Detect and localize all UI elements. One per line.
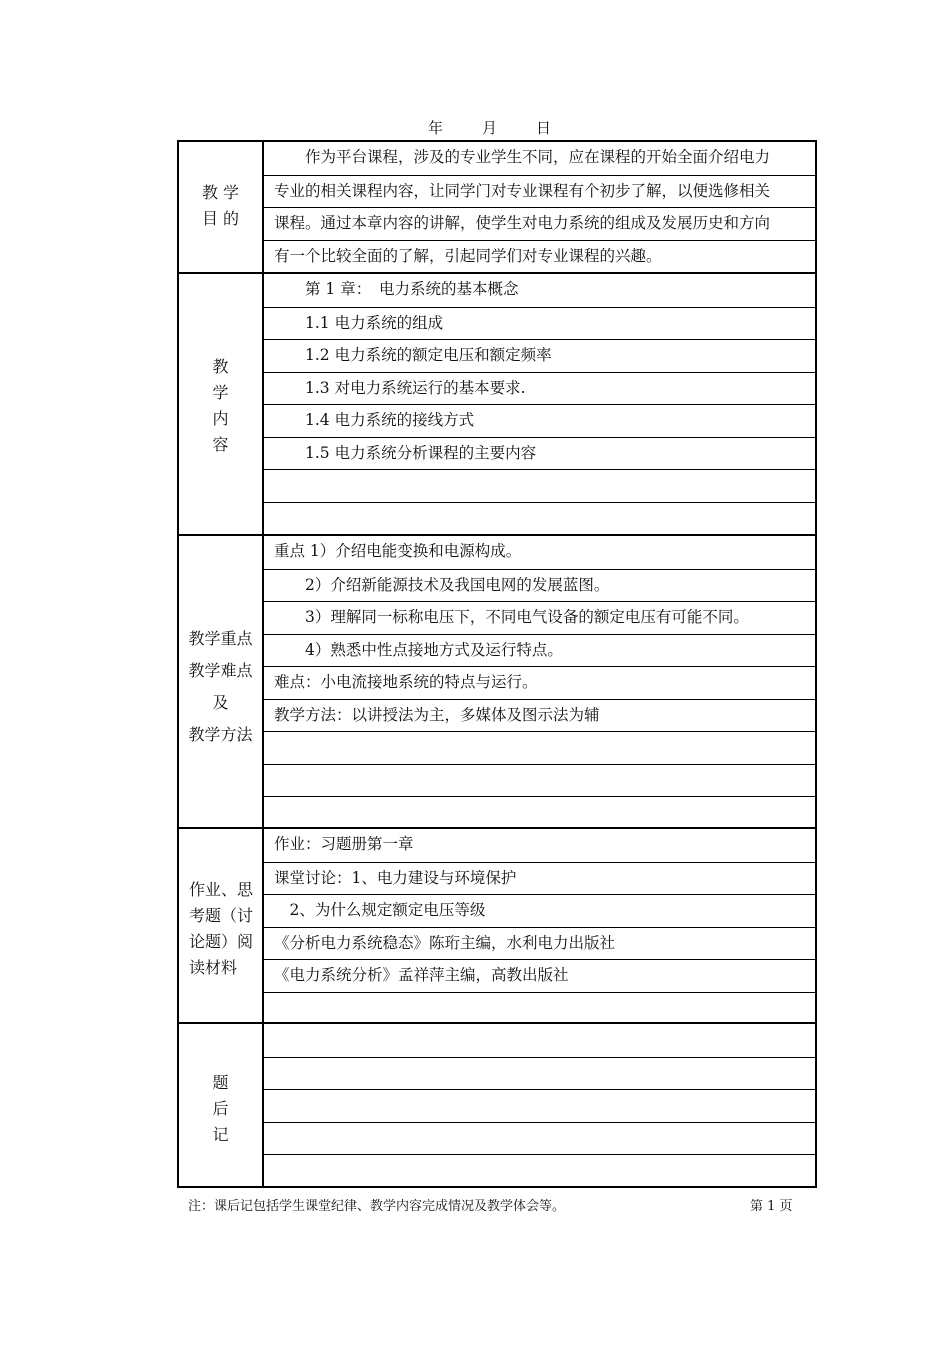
key-points-row: 教学方法：以讲授法为主，多媒体及图示法为辅 bbox=[264, 699, 815, 732]
content-row: 1.5 电力系统分析课程的主要内容 bbox=[264, 437, 815, 470]
key-points-row: 难点：小电流接地系统的特点与运行。 bbox=[264, 666, 815, 699]
objective-label-line: 目 的 bbox=[201, 209, 240, 228]
homework-row: 《分析电力系统稳态》陈珩主编，水利电力出版社 bbox=[264, 927, 815, 960]
objective-label-line: 教 学 bbox=[201, 183, 240, 202]
date-year-label: 年 bbox=[428, 119, 444, 137]
key-points-label-line: 教学难点 bbox=[188, 661, 253, 680]
postscript-label bbox=[179, 1024, 264, 1186]
key-points-label-line: 教学重点 bbox=[188, 629, 253, 648]
key-points-row: 3）理解同一标称电压下，不同电气设备的额定电压有可能不同。 bbox=[264, 601, 815, 634]
homework-label-line: 作业、思 bbox=[189, 880, 254, 899]
objective-label bbox=[179, 142, 264, 272]
postscript-row bbox=[264, 1154, 815, 1187]
postscript-row bbox=[264, 1024, 815, 1057]
content-row: 1.2 电力系统的额定电压和额定频率 bbox=[264, 339, 815, 372]
content-row: 1.3 对电力系统运行的基本要求. bbox=[264, 372, 815, 405]
objective-row: 专业的相关课程内容，让同学门对专业课程有个初步了解，以便选修相关 bbox=[264, 175, 815, 208]
key-points-row: 2）介绍新能源技术及我国电网的发展蓝图。 bbox=[264, 569, 815, 602]
postscript-row bbox=[264, 1057, 815, 1090]
key-points-label bbox=[179, 536, 264, 827]
content-row bbox=[264, 469, 815, 502]
objective-row: 作为平台课程，涉及的专业学生不同，应在课程的开始全面介绍电力 bbox=[274, 148, 771, 166]
content-rows bbox=[264, 274, 815, 534]
homework-row: 《电力系统分析》孟祥萍主编，高教出版社 bbox=[264, 959, 815, 992]
key-points-label-line: 及 bbox=[212, 693, 229, 712]
homework-row: 2、为什么规定额定电压等级 bbox=[264, 894, 815, 927]
homework-row bbox=[264, 992, 815, 1025]
objective-row: 有一个比较全面的了解，引起同学们对专业课程的兴趣。 bbox=[264, 240, 815, 273]
objective-section bbox=[179, 142, 815, 272]
lesson-plan-table bbox=[177, 140, 817, 1188]
key-points-row bbox=[264, 731, 815, 764]
homework-row: 作业：习题册第一章 bbox=[274, 835, 414, 853]
content-row: 1.1 电力系统的组成 bbox=[264, 307, 815, 340]
date-month-label: 月 bbox=[482, 119, 498, 137]
date-line bbox=[428, 117, 551, 138]
page-number: 第 1 页 bbox=[750, 1199, 793, 1214]
footer-note: 注：课后记包括学生课堂纪律、教学内容完成情况及教学体会等。 bbox=[188, 1199, 566, 1214]
key-points-row bbox=[264, 796, 815, 829]
homework-label-line: 读材料 bbox=[189, 958, 238, 977]
date-day-label: 日 bbox=[536, 119, 552, 137]
content-label bbox=[179, 274, 264, 534]
postscript-row bbox=[264, 1122, 815, 1155]
homework-label-line: 论题）阅 bbox=[189, 932, 254, 951]
homework-rows bbox=[264, 829, 815, 1022]
postscript-label-line: 记 bbox=[212, 1125, 229, 1144]
content-row bbox=[264, 502, 815, 535]
key-points-row: 4）熟悉中性点接地方式及运行特点。 bbox=[264, 634, 815, 667]
postscript-rows bbox=[264, 1024, 815, 1186]
key-points-row bbox=[264, 764, 815, 797]
objective-row: 课程。通过本章内容的讲解，使学生对电力系统的组成及发展历史和方向 bbox=[264, 207, 815, 240]
homework-row: 课堂讨论：1、电力建设与环境保护 bbox=[264, 862, 815, 895]
content-label-line: 教 bbox=[212, 357, 229, 376]
postscript-row bbox=[264, 1089, 815, 1122]
content-row: 第 1 章： 电力系统的基本概念 bbox=[274, 280, 519, 298]
key-points-section bbox=[179, 534, 815, 827]
content-label-line: 学 bbox=[212, 383, 229, 402]
postscript-label-line: 后 bbox=[212, 1099, 229, 1118]
key-points-row: 重点 1）介绍电能变换和电源构成。 bbox=[274, 542, 522, 560]
homework-label bbox=[179, 829, 264, 1022]
homework-label-line: 考题（讨 bbox=[189, 906, 254, 925]
homework-section bbox=[179, 827, 815, 1022]
content-section bbox=[179, 272, 815, 534]
key-points-label-line: 教学方法 bbox=[188, 725, 253, 744]
content-label-line: 内 bbox=[212, 409, 229, 428]
content-row: 1.4 电力系统的接线方式 bbox=[264, 404, 815, 437]
postscript-section bbox=[179, 1022, 815, 1186]
content-label-line: 容 bbox=[212, 435, 229, 454]
postscript-label-line: 题 bbox=[212, 1073, 229, 1092]
key-points-rows bbox=[264, 536, 815, 827]
objective-rows bbox=[264, 142, 815, 272]
